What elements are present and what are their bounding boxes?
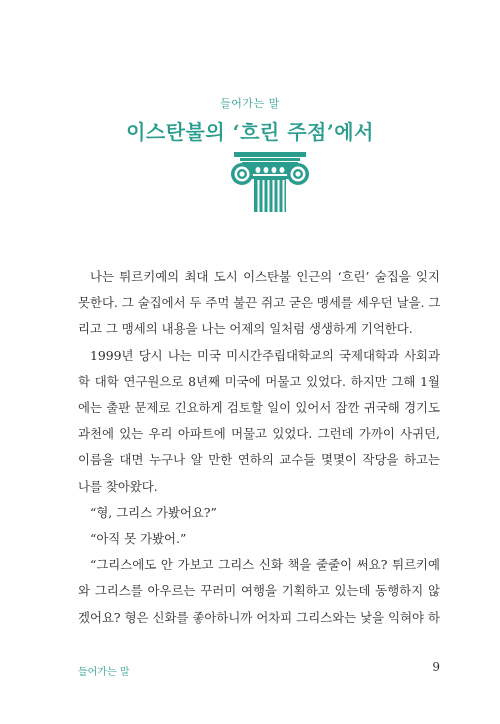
body-line: “형, 그리스 가봤어요?” xyxy=(90,504,217,520)
running-footer: 들어가는 말 xyxy=(78,667,130,678)
body-line: 와 그리스를 아우르는 꾸러미 여행을 기획하고 있는데 동행하지 않 xyxy=(78,583,440,599)
body-line: “아직 못 가봤어.” xyxy=(90,531,187,547)
chapter-label: 들어가는 말 xyxy=(220,97,280,110)
body-line: 에는 출판 문제로 긴요하게 검토할 일이 있어서 잠깐 귀국해 경기도 xyxy=(78,400,440,416)
body-line: 나를 찾아왔다. xyxy=(78,478,158,494)
body-line: 학 대학 연구원으로 8년째 미국에 머물고 있었다. 하지만 그해 1월 xyxy=(78,373,440,389)
body-line: 나는 튀르키예의 최대 도시 이스탄불 인근의 ‘흐린’ 술집을 잊지 xyxy=(90,269,440,284)
body-line: 못한다. 그 술집에서 두 주먹 불끈 쥐고 굳은 맹세를 세우던 날을. 그 xyxy=(78,295,441,311)
body-line: 이름을 대면 누구나 알 만한 연하의 교수들 몇몇이 작당을 하고는 xyxy=(78,452,440,468)
ionic-column-capital-icon xyxy=(228,152,312,212)
page-number: 9 xyxy=(432,660,440,674)
body-text xyxy=(78,264,440,631)
body-line: 1999년 당시 나는 미국 미시간주립대학교의 국제대학과 사회과 xyxy=(90,347,440,363)
body-line: “그리스에도 안 가보고 그리스 신화 책을 줄줄이 써요? 튀르키예 xyxy=(90,557,440,573)
chapter-title: 이스탄불의 ‘흐린 주점’에서 xyxy=(126,120,374,144)
body-line: 리고 그 맹세의 내용을 나는 어제의 일처럼 생생하게 기억한다. xyxy=(78,321,413,337)
body-line: 겠어요? 형은 신화를 좋아하니까 어차피 그리스와는 낯을 익혀야 하 xyxy=(78,609,440,625)
body-line: 과천에 있는 우리 아파트에 머물고 있었다. 그런데 가까이 사귀던, xyxy=(78,426,440,442)
